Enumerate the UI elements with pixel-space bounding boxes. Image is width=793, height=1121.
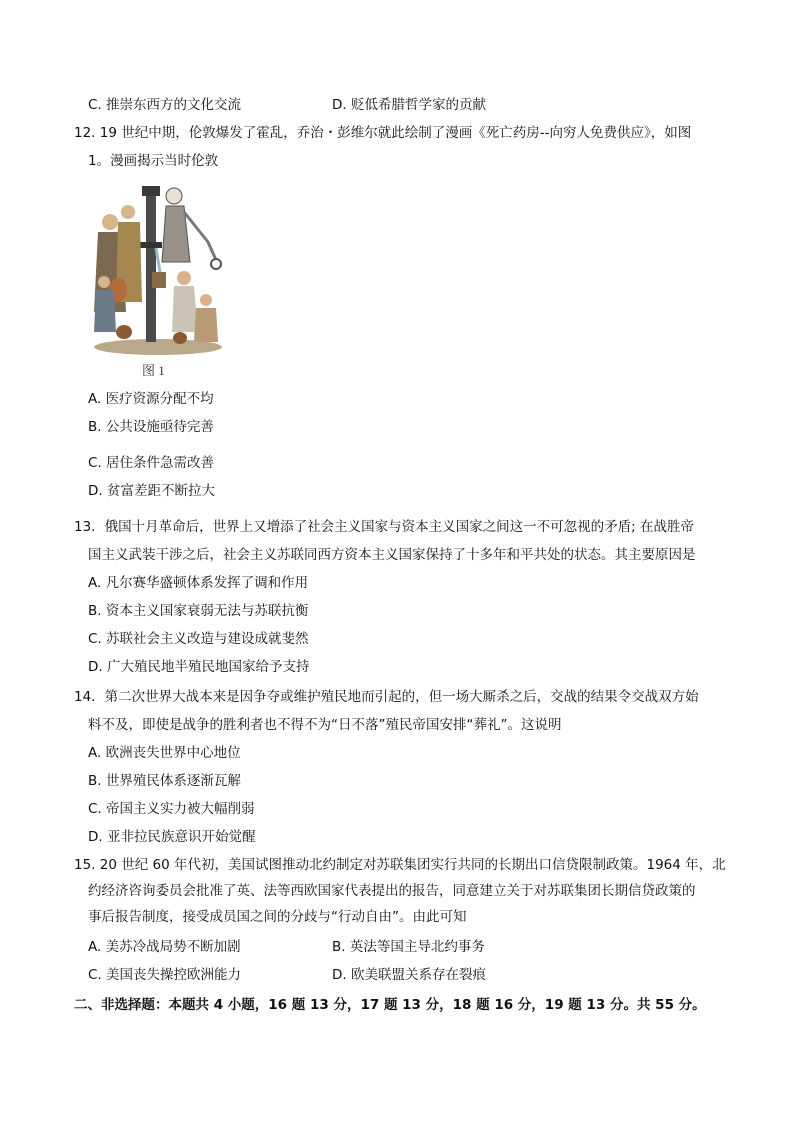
q14-stem-line2: 料不及，即使是战争的胜利者也不得不为“日不落”殖民帝国安排“葬礼”。这说明: [88, 717, 562, 733]
q14-option-c: C. 帝国主义实力被大幅削弱: [88, 801, 255, 817]
q15-option-b: B. 英法等国主导北约事务: [332, 939, 485, 955]
q15-stem-line1: 15. 20 世纪 60 年代初，美国试图推动北约制定对苏联集团实行共同的长期出口信贷限制政策。1964 年，北: [74, 857, 726, 873]
q14-option-a: A. 欧洲丧失世界中心地位: [88, 745, 241, 761]
q15-stem-line2: 约经济咨询委员会批准了英、法等西欧国家代表提出的报告，同意建立关于对苏联集团长期信贷政策的: [88, 883, 696, 899]
q14-stem-line1: 14．第二次世界大战本来是因争夺或维护殖民地而引起的，但一场大厮杀之后，交战的结果令交战双方始: [74, 689, 699, 705]
q15-option-c: C. 美国丧失操控欧洲能力: [88, 967, 242, 983]
q12-stem-line2: 1。漫画揭示当时伦敦: [88, 153, 219, 169]
q12-option-c: C. 居住条件急需改善: [88, 455, 215, 471]
q12-option-b: B. 公共设施亟待完善: [88, 419, 214, 435]
q14-option-b: B. 世界殖民体系逐渐瓦解: [88, 773, 241, 789]
q12-option-d: D. 贫富差距不断拉大: [88, 483, 215, 499]
figure-caption: 图 1: [142, 363, 165, 378]
q12-option-a: A. 医疗资源分配不均: [88, 391, 214, 407]
q13-option-d: D. 广大殖民地半殖民地国家给予支持: [88, 659, 310, 675]
section-heading: 二、非选择题：本题共 4 小题，16 题 13 分，17 题 13 分，18 题 16 分，19 题 13 分。共 55 分。: [74, 997, 706, 1013]
q14-option-d: D. 亚非拉民族意识开始觉醒: [88, 829, 256, 845]
q13-option-b: B. 资本主义国家衰弱无法与苏联抗衡: [88, 603, 309, 619]
q15-stem-line3: 事后报告制度，接受成员国之间的分歧与“行动自由”。由此可知: [88, 909, 467, 925]
q15-option-a: A. 美苏冷战局势不断加剧: [88, 939, 241, 955]
q13-option-a: A. 凡尔赛华盛顿体系发挥了调和作用: [88, 575, 309, 591]
q15-option-d: D. 欧美联盟关系存在裂痕: [332, 967, 486, 983]
q13-stem-line2: 国主义武装干涉之后，社会主义苏联同西方资本主义国家保持了十多年和平共处的状态。其主要原因是: [88, 547, 696, 563]
q12-stem-line1: 12. 19 世纪中期，伦敦爆发了霍乱，乔治・彭维尔就此绘制了漫画《死亡药房--向穷人免费供应》，如图: [74, 125, 692, 141]
option-c: C. 推崇东西方的文化交流: [88, 97, 242, 113]
q13-stem-line1: 13．俄国十月革命后，世界上又增添了社会主义国家与资本主义国家之间这一不可忽视的矛盾; 在战胜帝: [74, 519, 695, 535]
q13-option-c: C. 苏联社会主义改造与建设成就斐然: [88, 631, 309, 647]
option-d: D. 贬低希腊哲学家的贡献: [332, 97, 486, 113]
cartoon-death-dispensary-image: [88, 182, 226, 358]
